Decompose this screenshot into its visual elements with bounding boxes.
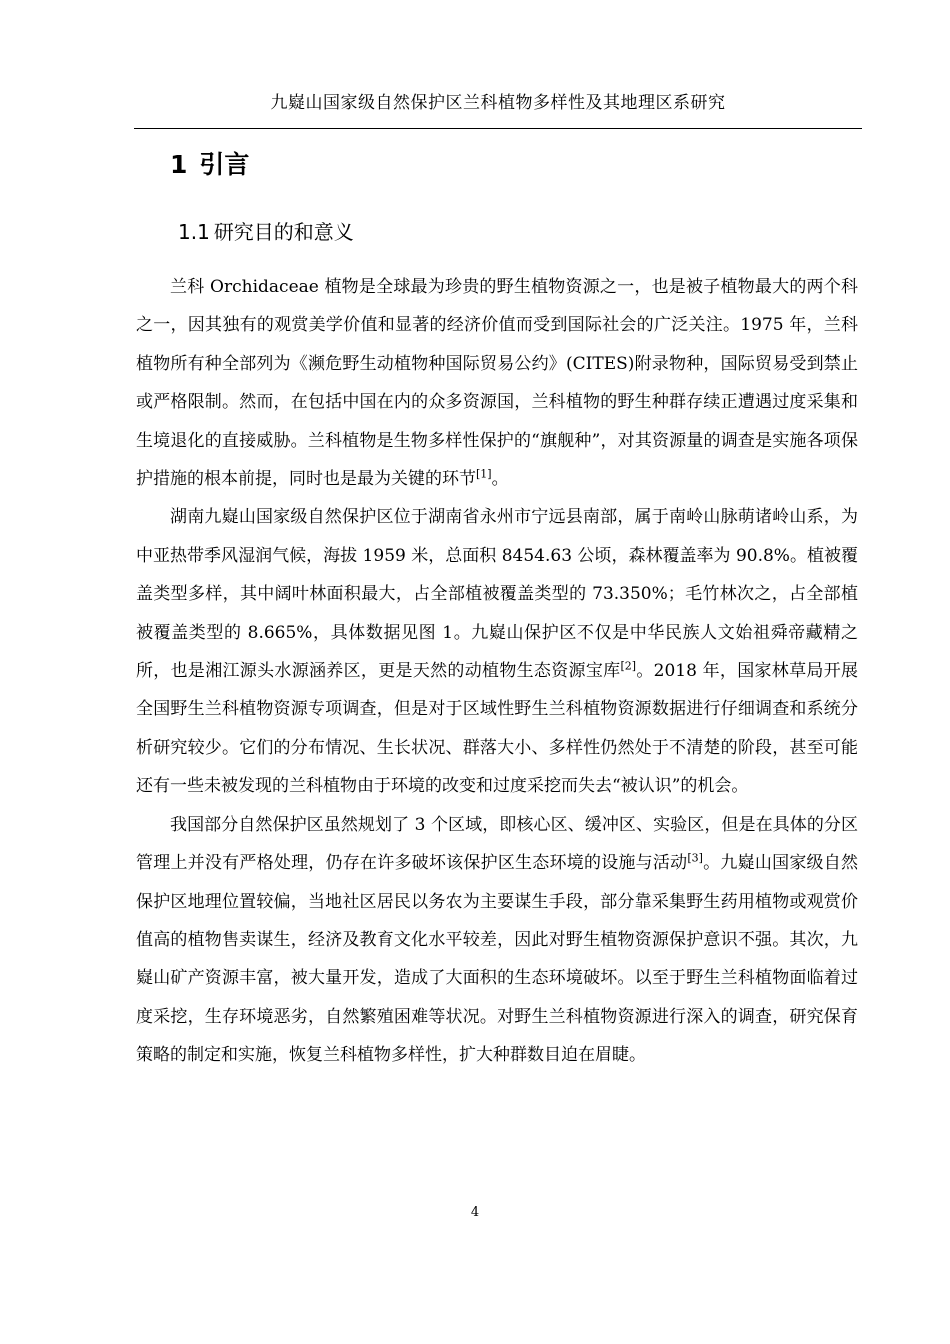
citation-marker: [2] [620, 659, 637, 673]
paragraph-tail: 。2018 年，国家林草局开展全国野生兰科植物资源专项调查，但是对于区域性野生兰科植物资源数据进行仔细调查和系统分析研究较少。它们的分布情况、生长状况、群落大小、多样性仍然处于不清楚的阶段，甚至可能还有一些未被发现的兰科植物由于环境的改变和过度采挖而失去“被认识”的机会。 [136, 661, 859, 797]
running-header: 九嶷山国家级自然保护区兰科植物多样性及其地理区系研究 [270, 93, 726, 113]
paragraph-tail: 。九嶷山国家级自然保护区地理位置较偏，当地社区居民以务农为主要谋生手段，部分靠采集野生药用植物或观赏价值高的植物售卖谋生，经济及教育文化水平较差，因此对野生植物资源保护意识不强。其次，九嶷山矿产资源丰富，被大量开发，造成了大面积的生态环境破坏。以至于野生兰科植物面临着过度采挖，生存环境恶劣，自然繁殖困难等状况。对野生兰科植物资源进行深入的调查，研究保育策略的制定和实施，恢复兰科植物多样性，扩大种群数目迫在眉睫。 [136, 853, 859, 1066]
paragraph-text: 我国部分自然保护区虽然规划了 3 个区域，即核心区、缓冲区、实验区，但是在具体的分区管理上并没有严格处理，仍存在许多破坏该保护区生态环境的设施与活动 [136, 814, 858, 874]
citation-marker: [1] [476, 467, 492, 481]
citation-marker: [3] [687, 851, 703, 865]
paragraph-text: 湖南九嶷山国家级自然保护区位于湖南省永州市宁远县南部，属于南岭山脉萌诸岭山系，为中亚热带季风湿润气候，海拔 1959 米，总面积 8454.63 公顷，森林覆盖率为 90.8%。植被覆盖类型多样，其中阔叶林面积最大，占全部植被覆盖类型的 73.350%；毛竹林次之，占全部植被覆盖类型的 8.665%，具体数据见图 1。九嶷山保护区不仅是中华民族人文始祖舜帝藏精之所，也是湘江源头水源涵养区，更是天然的动植物生态资源宝库 [136, 507, 858, 682]
section-number: 1.1 [178, 220, 210, 244]
page-number: 4 [470, 1205, 480, 1220]
paragraph-3 [136, 806, 858, 1075]
section-title-text: 研究目的和意义 [213, 220, 354, 244]
chapter-number: 1 [170, 150, 188, 179]
header-rule [134, 128, 862, 129]
body-text [136, 268, 858, 1075]
section-title [178, 216, 354, 245]
paragraph-1 [136, 268, 858, 498]
paragraph-tail: 。 [491, 469, 509, 490]
paragraph-2 [136, 498, 858, 805]
paragraph-text: 兰科 Orchidaceae 植物是全球最为珍贵的野生植物资源之一，也是被子植物最大的两个科之一，因其独有的观赏美学价值和显著的经济价值而受到国际社会的广泛关注。1975 年，兰科植物所有种全部列为《濒危野生动植物种国际贸易公约》(CITES)附录物种，国际贸易受到禁止或严格限制。然而，在包括中国在内的众多资源国，兰科植物的野生种群存续正遭遇过度采集和生境退化的直接威胁。兰科植物是生物多样性保护的“旗舰种”，对其资源量的调查是实施各项保护措施的根本前提，同时也是最为关键的环节 [136, 277, 858, 490]
chapter-title-text: 引言 [199, 150, 250, 179]
chapter-title [170, 145, 249, 181]
